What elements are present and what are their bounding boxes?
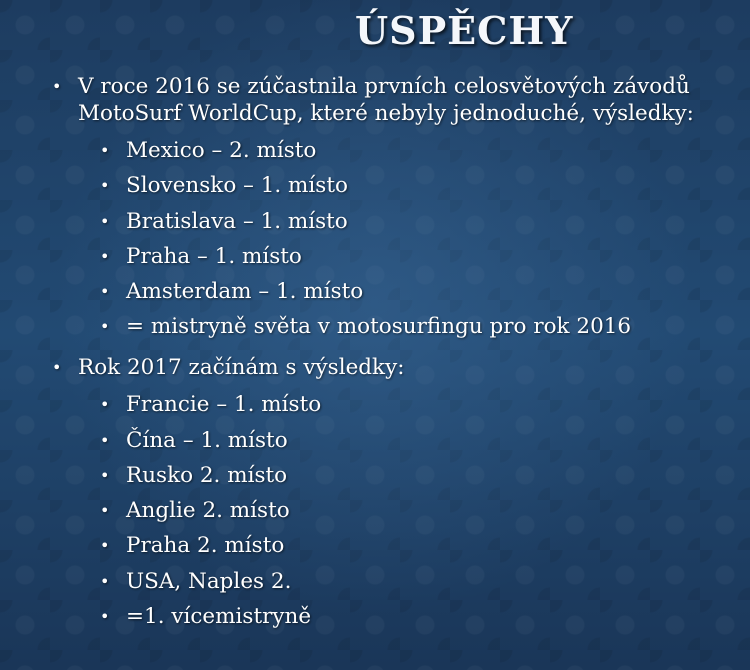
sub-bullet-item <box>78 274 738 309</box>
sub-bullet-item <box>78 423 738 458</box>
bullet-icon: • <box>100 536 110 556</box>
sub-bullet-item <box>78 564 738 599</box>
bullet-icon: • <box>100 317 110 337</box>
sub-bullet-text: Rusko 2. místo <box>126 462 288 488</box>
bullet-icon: • <box>100 465 110 485</box>
sub-bullet-text: Praha – 1. místo <box>126 243 302 269</box>
bullet-icon: • <box>100 395 110 415</box>
bullet-icon: • <box>52 357 62 377</box>
sub-bullet-text: Čína – 1. místo <box>126 427 288 453</box>
sub-bullet-item <box>78 387 738 422</box>
sub-bullet-item <box>78 528 738 563</box>
sub-bullet-list <box>78 387 738 634</box>
bullet-list <box>0 74 750 634</box>
sub-bullet-list <box>78 133 738 345</box>
sub-bullet-text: Francie – 1. místo <box>126 392 322 418</box>
sub-bullet-text: USA, Naples 2. <box>126 568 292 594</box>
bullet-icon: • <box>100 141 110 160</box>
sub-bullet-text: Bratislava – 1. místo <box>126 208 348 234</box>
sub-bullet-text: Slovensko – 1. místo <box>126 173 348 199</box>
sub-bullet-item <box>78 309 738 344</box>
bullet-icon: • <box>100 571 110 591</box>
bullet-text: V roce 2016 se zúčastnila prvních celosvětových závodů MotoSurf WorldCup, které nebyly jednoduché, výsledky: <box>78 74 694 126</box>
bullet-icon: • <box>100 211 110 231</box>
bullet-icon: • <box>100 282 110 302</box>
bullet-icon: • <box>100 246 110 266</box>
sub-bullet-text: Praha 2. místo <box>126 533 285 559</box>
sub-bullet-item <box>78 493 738 528</box>
bullet-icon: • <box>100 607 110 627</box>
bullet-icon: • <box>52 77 62 96</box>
slide-title: ÚSPĚCHY <box>355 8 574 53</box>
bullet-item-2017 <box>0 355 750 635</box>
sub-bullet-text: = mistryně světa v motosurfingu pro rok 2016 <box>126 314 632 340</box>
bullet-text: Rok 2017 začínám s výsledky: <box>78 354 405 380</box>
sub-bullet-text: Anglie 2. místo <box>126 498 290 524</box>
bullet-icon: • <box>100 176 110 196</box>
sub-bullet-item <box>78 204 738 239</box>
sub-bullet-text: Mexico – 2. místo <box>126 138 317 163</box>
bullet-icon: • <box>100 501 110 521</box>
sub-bullet-item <box>78 239 738 274</box>
sub-bullet-item <box>78 168 738 203</box>
sub-bullet-text: =1. vícemistryně <box>126 604 312 630</box>
sub-bullet-item <box>78 458 738 493</box>
bullet-item-2016 <box>0 74 750 345</box>
slide-content <box>0 74 750 634</box>
sub-bullet-text: Amsterdam – 1. místo <box>126 279 364 305</box>
bullet-icon: • <box>100 430 110 450</box>
sub-bullet-item <box>78 133 738 168</box>
sub-bullet-item <box>78 599 738 634</box>
